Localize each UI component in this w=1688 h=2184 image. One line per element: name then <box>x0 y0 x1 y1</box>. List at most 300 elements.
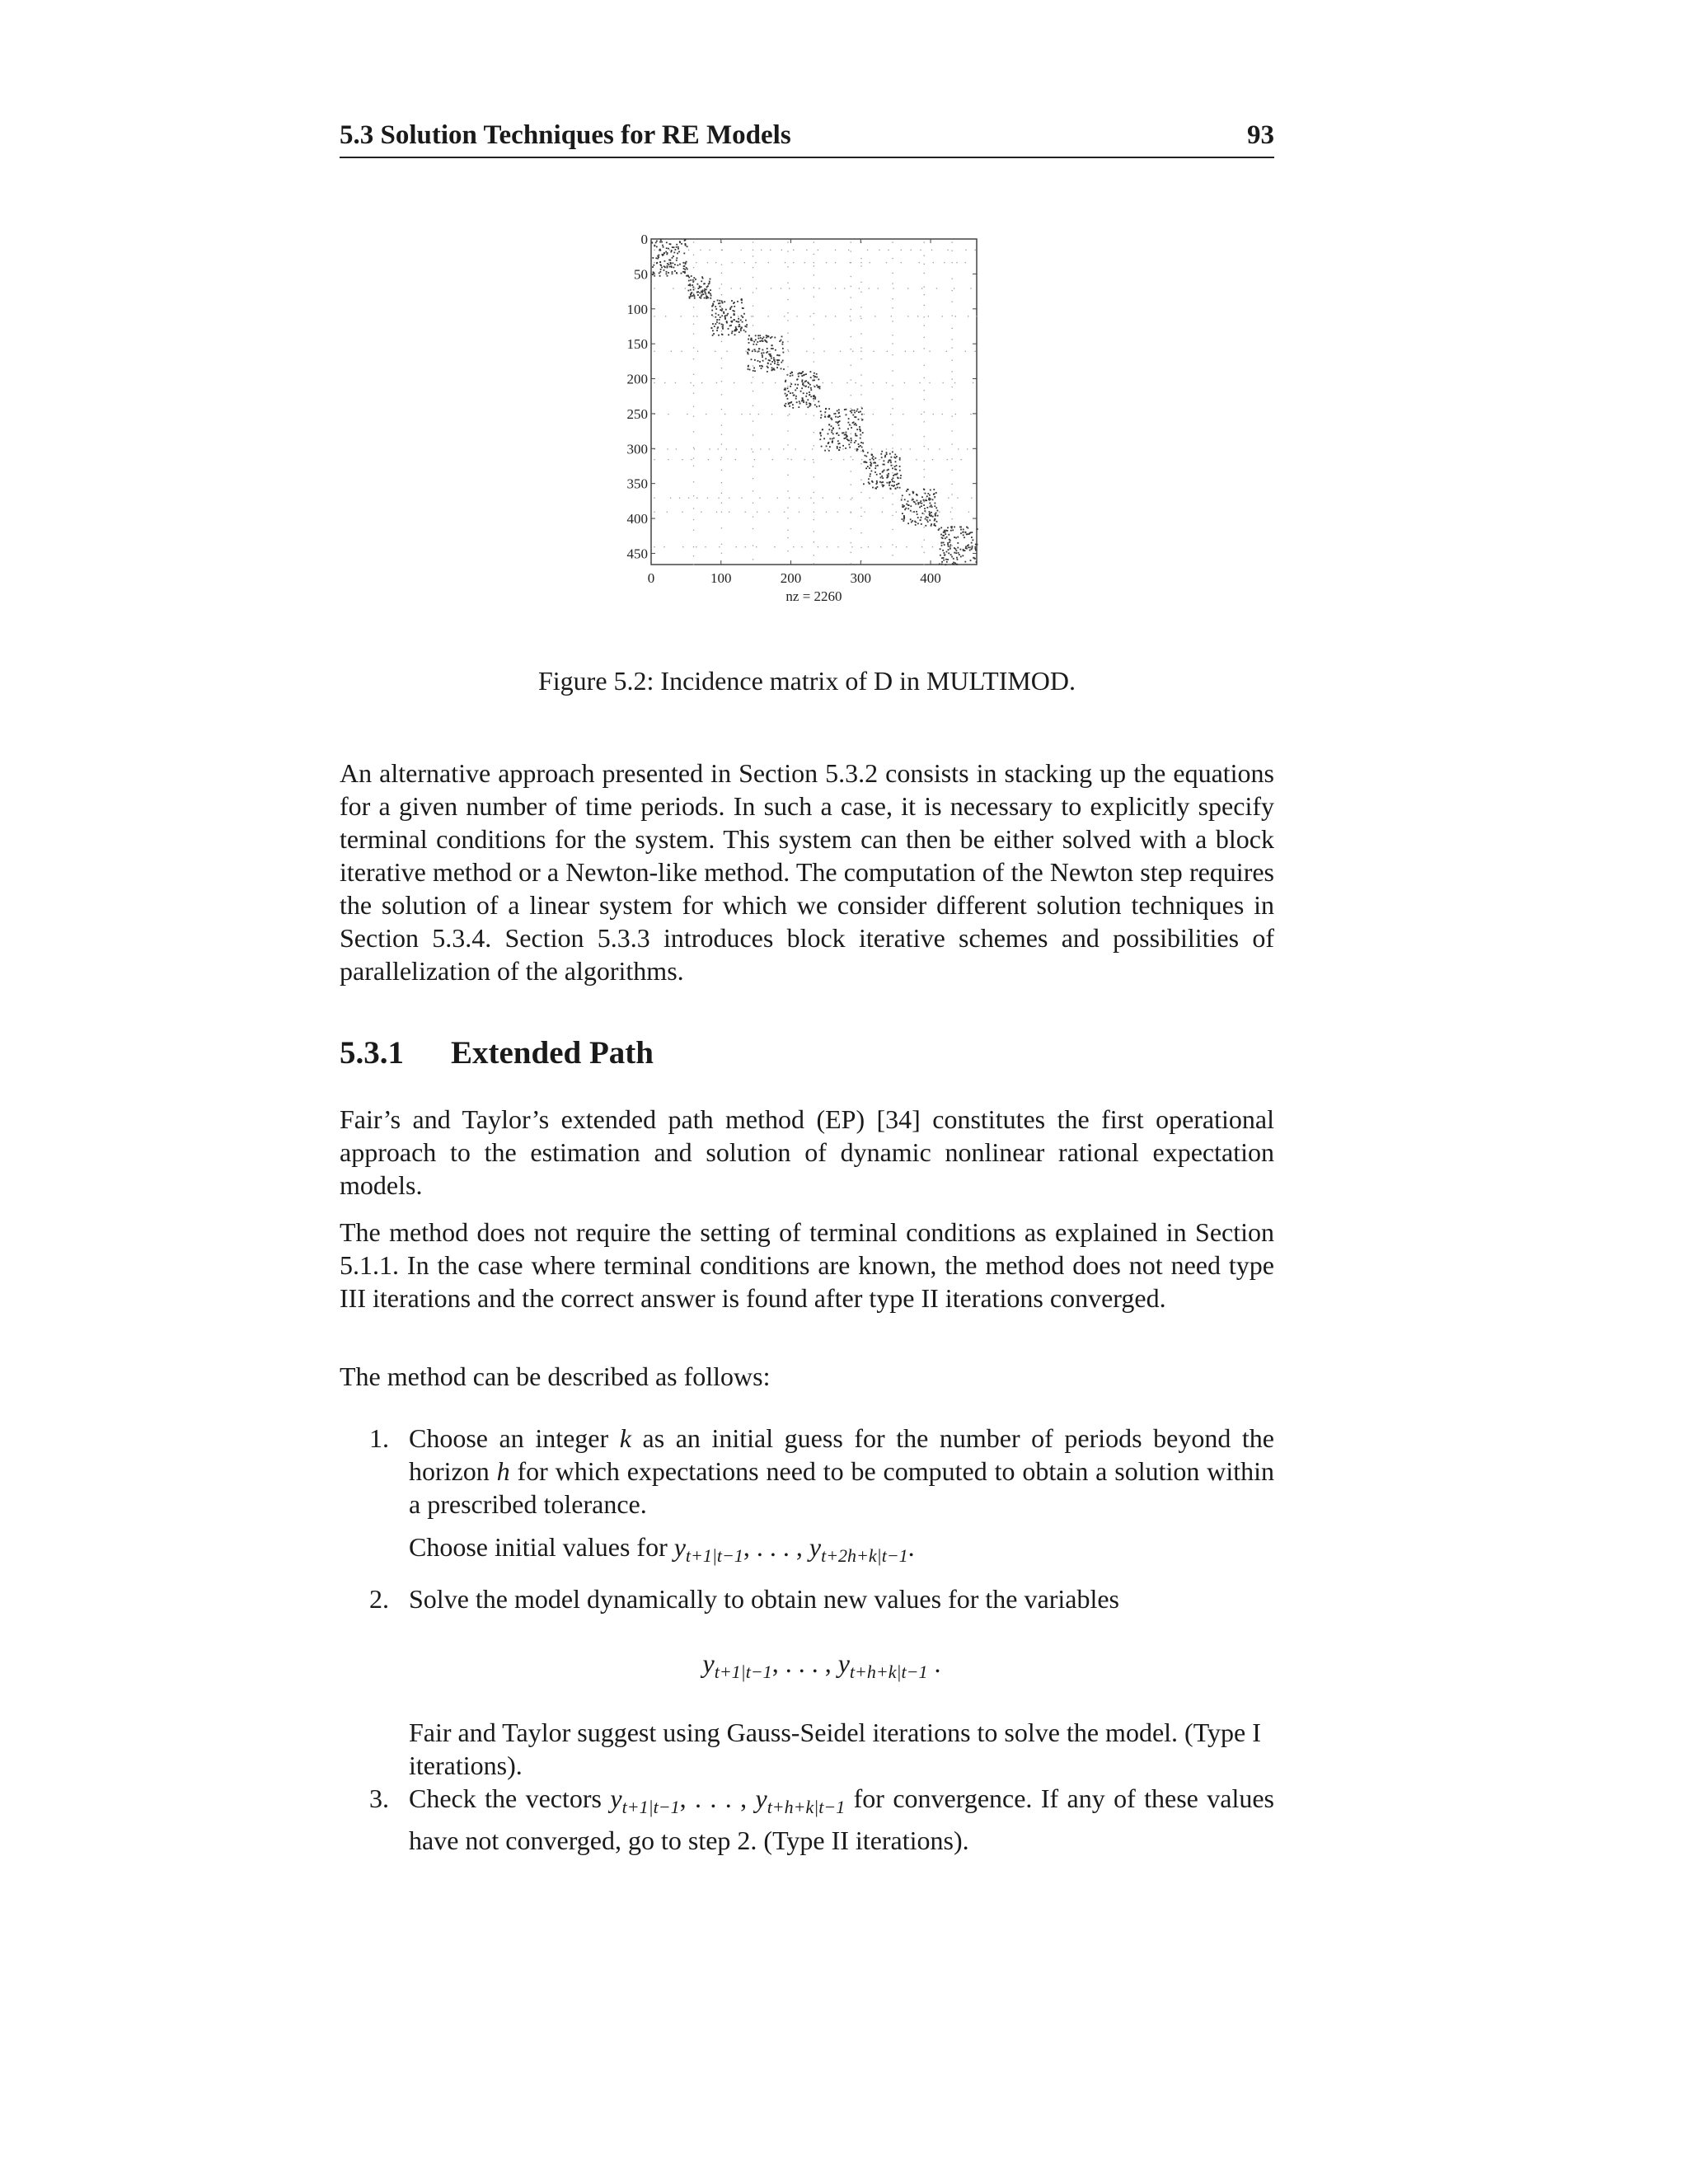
nonzero-entry <box>656 262 658 264</box>
nonzero-entry <box>759 361 761 363</box>
nonzero-entry <box>735 326 737 328</box>
nonzero-entry <box>851 546 852 547</box>
nonzero-entry <box>952 416 953 417</box>
nonzero-entry <box>691 382 692 383</box>
nonzero-entry <box>724 317 726 319</box>
nonzero-entry <box>900 475 902 476</box>
nonzero-entry <box>701 296 702 298</box>
nonzero-entry <box>787 415 788 416</box>
nonzero-entry <box>728 328 729 330</box>
nonzero-entry <box>744 326 746 327</box>
nonzero-entry <box>892 398 893 399</box>
nonzero-entry <box>790 402 792 404</box>
nonzero-entry <box>755 335 757 336</box>
nonzero-entry <box>749 369 751 371</box>
nonzero-entry <box>932 516 934 518</box>
nonzero-entry <box>718 314 720 316</box>
nonzero-entry <box>924 513 925 514</box>
nonzero-entry <box>958 448 959 449</box>
nonzero-entry <box>892 452 893 453</box>
nonzero-entry <box>716 382 717 383</box>
nonzero-entry <box>720 459 721 460</box>
nonzero-entry <box>842 448 843 449</box>
nonzero-entry <box>761 365 762 367</box>
nonzero-entry <box>829 446 831 448</box>
nonzero-entry <box>785 405 786 407</box>
nonzero-entry <box>942 535 944 537</box>
nonzero-entry <box>694 298 696 299</box>
nonzero-entry <box>688 290 690 292</box>
text-run: , . . . , <box>679 1783 756 1813</box>
nonzero-entry <box>798 373 799 375</box>
nonzero-entry <box>890 488 892 490</box>
nonzero-entry <box>667 275 668 277</box>
nonzero-entry <box>828 416 830 418</box>
nonzero-entry <box>924 421 925 422</box>
nonzero-entry <box>694 296 696 298</box>
nonzero-entry <box>686 262 687 263</box>
nonzero-entry <box>736 329 738 330</box>
nonzero-entry <box>711 327 713 329</box>
nonzero-entry <box>721 300 723 302</box>
nonzero-entry <box>952 545 953 546</box>
nonzero-entry <box>959 527 961 528</box>
nonzero-entry <box>933 489 935 490</box>
nonzero-entry <box>952 360 953 361</box>
math-var: y <box>702 1648 715 1678</box>
nonzero-entry <box>924 446 925 447</box>
nonzero-entry <box>940 534 942 536</box>
nonzero-entry <box>763 352 765 354</box>
nonzero-entry <box>672 246 673 248</box>
nonzero-entry <box>924 241 925 242</box>
nonzero-entry <box>913 511 915 513</box>
nonzero-entry <box>726 448 727 449</box>
text-run: . <box>907 1532 915 1562</box>
nonzero-entry <box>833 414 834 415</box>
nonzero-entry <box>851 440 852 442</box>
nonzero-entry <box>826 446 828 448</box>
nonzero-entry <box>837 446 838 448</box>
nonzero-entry <box>715 306 716 307</box>
nonzero-entry <box>832 434 834 435</box>
nonzero-entry <box>710 295 712 297</box>
nonzero-entry <box>721 503 722 504</box>
nonzero-entry <box>839 428 841 429</box>
nonzero-entry <box>805 396 807 397</box>
nonzero-entry <box>889 485 890 486</box>
nonzero-entry <box>945 537 946 539</box>
nonzero-entry <box>849 447 851 448</box>
nonzero-entry <box>930 490 931 491</box>
nonzero-entry <box>790 383 792 385</box>
nonzero-entry <box>709 250 710 251</box>
nonzero-entry <box>860 418 861 419</box>
nonzero-entry <box>871 471 873 472</box>
nonzero-entry <box>836 421 837 423</box>
nonzero-entry <box>932 546 933 547</box>
nonzero-entry <box>768 336 770 338</box>
nonzero-entry <box>944 552 945 554</box>
nonzero-entry <box>824 415 826 417</box>
nonzero-entry <box>860 385 861 386</box>
nonzero-entry <box>816 406 818 408</box>
nonzero-entry <box>929 351 930 352</box>
nonzero-entry <box>967 527 968 529</box>
nonzero-entry <box>781 362 782 363</box>
nonzero-entry <box>787 386 788 387</box>
nonzero-entry <box>754 350 756 352</box>
nonzero-entry <box>688 498 689 499</box>
nonzero-entry <box>803 401 804 403</box>
nonzero-entry <box>718 498 719 499</box>
nonzero-entry <box>824 414 825 415</box>
nonzero-entry <box>952 458 953 459</box>
incidence-matrix-figure <box>602 227 1030 622</box>
nonzero-entry <box>952 430 953 431</box>
text-run: for which expectations need to be computed to obtain a solution within a prescribed tolerance. <box>409 1456 1275 1519</box>
nonzero-entry <box>860 258 861 259</box>
nonzero-entry <box>851 410 853 411</box>
nonzero-entry <box>673 246 675 248</box>
nonzero-entry <box>957 542 959 544</box>
nonzero-entry <box>926 495 928 497</box>
nonzero-entry <box>828 408 830 410</box>
nonzero-entry <box>949 539 950 541</box>
nonzero-entry <box>945 530 947 532</box>
nonzero-entry <box>915 524 917 526</box>
nonzero-entry <box>861 447 863 448</box>
nonzero-entry <box>766 335 767 336</box>
nonzero-entry <box>675 249 677 251</box>
nonzero-entry <box>701 382 702 383</box>
nonzero-entry <box>721 434 722 435</box>
nonzero-entry <box>745 512 746 513</box>
nonzero-entry <box>924 564 925 565</box>
nonzero-entry <box>781 250 782 251</box>
nonzero-entry <box>790 386 791 387</box>
nonzero-entry <box>810 377 812 378</box>
nonzero-entry <box>761 368 762 369</box>
nonzero-entry <box>666 254 668 255</box>
nonzero-entry <box>782 341 784 343</box>
nonzero-entry <box>753 368 755 369</box>
nonzero-entry <box>762 356 763 358</box>
nonzero-entry <box>934 496 935 498</box>
nonzero-entry <box>716 319 718 321</box>
nonzero-entry <box>893 481 895 483</box>
nonzero-entry <box>732 330 734 332</box>
nonzero-entry <box>823 351 824 352</box>
nonzero-entry <box>917 517 919 518</box>
nonzero-entry <box>846 414 847 415</box>
nonzero-entry <box>847 429 849 430</box>
nonzero-entry <box>941 542 943 544</box>
nonzero-entry <box>754 459 755 460</box>
nonzero-entry <box>711 310 713 312</box>
nonzero-entry <box>896 512 897 513</box>
nonzero-entry <box>796 379 798 381</box>
nonzero-entry <box>900 459 901 460</box>
nonzero-entry <box>721 493 722 494</box>
nonzero-entry <box>774 363 776 364</box>
nonzero-entry <box>867 452 869 453</box>
nonzero-entry <box>883 498 884 499</box>
nonzero-entry <box>939 512 940 513</box>
nonzero-entry <box>676 448 677 449</box>
nonzero-entry <box>843 432 845 434</box>
nonzero-entry <box>896 474 898 476</box>
nonzero-entry <box>943 557 945 559</box>
nonzero-entry <box>748 335 750 336</box>
nonzero-entry <box>860 292 861 293</box>
nonzero-entry <box>688 284 690 286</box>
nonzero-entry <box>727 351 728 352</box>
nonzero-entry <box>743 307 744 309</box>
nonzero-entry <box>860 445 861 447</box>
nonzero-entry <box>892 354 893 355</box>
x-tick-label: 400 <box>920 570 941 586</box>
nonzero-entry <box>889 481 890 483</box>
nonzero-entry <box>758 414 759 415</box>
nonzero-entry <box>890 459 891 460</box>
nonzero-entry <box>799 403 801 405</box>
list-marker: 2. <box>369 1584 389 1614</box>
nonzero-entry <box>944 532 945 533</box>
nonzero-entry <box>913 351 914 352</box>
nonzero-entry <box>704 283 706 284</box>
nonzero-entry <box>894 454 896 456</box>
text-run: for convergence. If any of these values have not converged, go to step 2. (Type II iterations). <box>409 1783 1275 1855</box>
nonzero-entry <box>952 328 953 329</box>
nonzero-entry <box>893 477 894 479</box>
nonzero-entry <box>952 508 953 509</box>
nonzero-entry <box>707 498 708 499</box>
nonzero-entry <box>931 525 932 527</box>
nonzero-entry <box>681 351 682 352</box>
nonzero-entry <box>887 482 889 484</box>
nonzero-entry <box>690 279 692 281</box>
nonzero-entry <box>904 509 906 510</box>
nonzero-entry <box>907 508 909 509</box>
nonzero-entry <box>839 420 841 422</box>
nonzero-entry <box>954 552 955 554</box>
nonzero-entry <box>934 505 935 507</box>
nonzero-entry <box>899 487 901 489</box>
nonzero-entry <box>795 448 796 449</box>
list-item-body <box>409 1782 1274 1857</box>
nonzero-entry <box>846 382 847 383</box>
nonzero-entry <box>931 512 932 513</box>
nonzero-entry <box>740 320 742 321</box>
nonzero-entry <box>832 429 833 431</box>
nonzero-entry <box>787 490 788 491</box>
nonzero-entry <box>671 250 673 251</box>
nonzero-entry <box>748 339 749 340</box>
nonzero-entry <box>896 484 898 485</box>
nonzero-entry <box>678 265 679 266</box>
nonzero-entry <box>683 268 685 269</box>
nonzero-entry <box>712 335 714 336</box>
nonzero-entry <box>856 448 858 450</box>
nonzero-entry <box>901 250 902 251</box>
nonzero-entry <box>662 245 663 246</box>
nonzero-entry <box>888 250 889 251</box>
nonzero-entry <box>751 448 752 449</box>
nonzero-entry <box>689 284 691 285</box>
nonzero-entry <box>860 333 861 334</box>
nonzero-entry <box>854 442 856 443</box>
nonzero-entry <box>907 523 909 524</box>
nonzero-entry <box>721 310 723 312</box>
nonzero-entry <box>689 298 691 299</box>
nonzero-entry <box>951 527 953 529</box>
nonzero-entry <box>920 382 921 383</box>
nonzero-entry <box>821 415 823 416</box>
nonzero-entry <box>952 530 953 531</box>
nonzero-entry <box>802 382 804 384</box>
text-run: , . . . , <box>743 1532 809 1562</box>
nonzero-entry <box>693 280 694 281</box>
nonzero-entry <box>912 493 914 494</box>
x-tick-label: 200 <box>780 570 802 586</box>
nonzero-entry <box>724 316 726 317</box>
nonzero-entry <box>975 250 976 251</box>
nonzero-entry <box>952 347 953 348</box>
nonzero-entry <box>781 368 782 370</box>
nonzero-entry <box>947 542 949 544</box>
nonzero-entry <box>870 473 871 475</box>
nonzero-entry <box>924 540 925 541</box>
nonzero-entry <box>900 477 902 479</box>
nonzero-entry <box>971 549 973 551</box>
nonzero-entry <box>977 544 978 546</box>
nonzero-entry <box>690 294 692 296</box>
incidence-matrix-plot <box>602 227 1030 622</box>
nonzero-entry <box>719 546 720 547</box>
math-subscript: t+2h+k|t−1 <box>821 1545 908 1566</box>
nonzero-entry <box>917 523 919 524</box>
nonzero-entry <box>748 342 750 344</box>
nonzero-entry <box>771 369 773 371</box>
nonzero-entry <box>814 379 815 381</box>
nonzero-entry <box>892 273 893 274</box>
nonzero-entry <box>668 272 669 274</box>
nonzero-entry <box>672 257 673 259</box>
nonzero-entry <box>934 523 935 525</box>
nonzero-entry <box>874 471 876 473</box>
nonzero-entry <box>950 546 951 547</box>
nonzero-entry <box>810 387 812 389</box>
nonzero-entry <box>730 316 732 318</box>
nonzero-entry <box>925 525 926 527</box>
nonzero-entry <box>741 250 742 251</box>
nonzero-entry <box>816 385 818 387</box>
nonzero-entry <box>809 405 810 407</box>
nonzero-entry <box>953 558 954 560</box>
nonzero-entry <box>925 518 926 520</box>
nonzero-entry <box>778 354 780 356</box>
nonzero-entry <box>724 301 725 302</box>
nonzero-entry <box>690 296 692 298</box>
nonzero-entry <box>706 295 707 297</box>
nonzero-entry <box>910 510 912 512</box>
nonzero-entry <box>933 414 934 415</box>
nonzero-entry <box>810 498 811 499</box>
nonzero-entry <box>804 381 806 382</box>
nonzero-entry <box>693 564 694 565</box>
nonzero-entry <box>896 546 897 547</box>
nonzero-entry <box>712 330 714 331</box>
nonzero-entry <box>682 262 684 264</box>
math-subscript: t+1|t−1 <box>714 1661 772 1682</box>
nonzero-entry <box>946 551 948 553</box>
nonzero-entry <box>755 262 756 263</box>
nonzero-entry <box>856 450 858 452</box>
nonzero-entry <box>850 262 851 263</box>
nonzero-entry <box>790 392 791 394</box>
nonzero-entry <box>962 555 964 556</box>
nonzero-entry <box>743 330 745 331</box>
nonzero-entry <box>753 370 754 372</box>
nonzero-entry <box>727 313 729 315</box>
nonzero-entry <box>760 448 761 449</box>
nonzero-entry <box>759 365 761 367</box>
nonzero-entry <box>774 361 776 363</box>
nonzero-entry <box>751 340 753 341</box>
nonzero-entry <box>905 351 906 352</box>
nonzero-entry <box>803 375 804 377</box>
nonzero-entry <box>835 262 836 263</box>
nonzero-entry <box>809 394 811 396</box>
nonzero-entry <box>664 260 666 262</box>
nonzero-entry <box>842 445 844 447</box>
nonzero-entry <box>806 393 808 395</box>
nonzero-entry <box>678 248 679 250</box>
paragraph-ep-method: Fair’s and Taylor’s extended path method (EP) [34] constitutes the first operational approach to the estimation and solution of dynamic nonlinear rational expectation models. <box>340 1104 1274 1200</box>
section-title: Extended Path <box>451 1035 654 1071</box>
nonzero-entry <box>971 498 972 499</box>
nonzero-entry <box>870 462 871 463</box>
nonzero-entry <box>962 532 964 533</box>
nonzero-entry <box>937 510 939 512</box>
nonzero-entry <box>860 532 861 533</box>
nonzero-entry <box>858 411 860 413</box>
nonzero-entry <box>808 406 809 408</box>
nonzero-entry <box>693 289 695 291</box>
nonzero-entry <box>964 550 966 551</box>
nonzero-entry <box>721 553 722 554</box>
math-subscript: t+h+k|t−1 <box>767 1797 846 1817</box>
nonzero-entry <box>661 267 663 269</box>
nonzero-entry <box>737 301 738 302</box>
nonzero-entry <box>709 281 710 283</box>
nonzero-entry <box>906 546 907 547</box>
nonzero-entry <box>804 262 805 263</box>
nonzero-entry <box>950 530 952 532</box>
nonzero-entry <box>849 424 851 426</box>
nonzero-entry <box>972 547 973 549</box>
nonzero-entry <box>806 351 807 352</box>
nonzero-entry <box>734 334 736 335</box>
nonzero-entry <box>692 287 694 288</box>
nonzero-entry <box>666 273 668 274</box>
nonzero-entry <box>693 374 694 375</box>
nonzero-entry <box>956 550 958 551</box>
nonzero-entry <box>855 435 856 437</box>
nonzero-entry <box>759 498 760 499</box>
nonzero-entry <box>660 240 662 241</box>
